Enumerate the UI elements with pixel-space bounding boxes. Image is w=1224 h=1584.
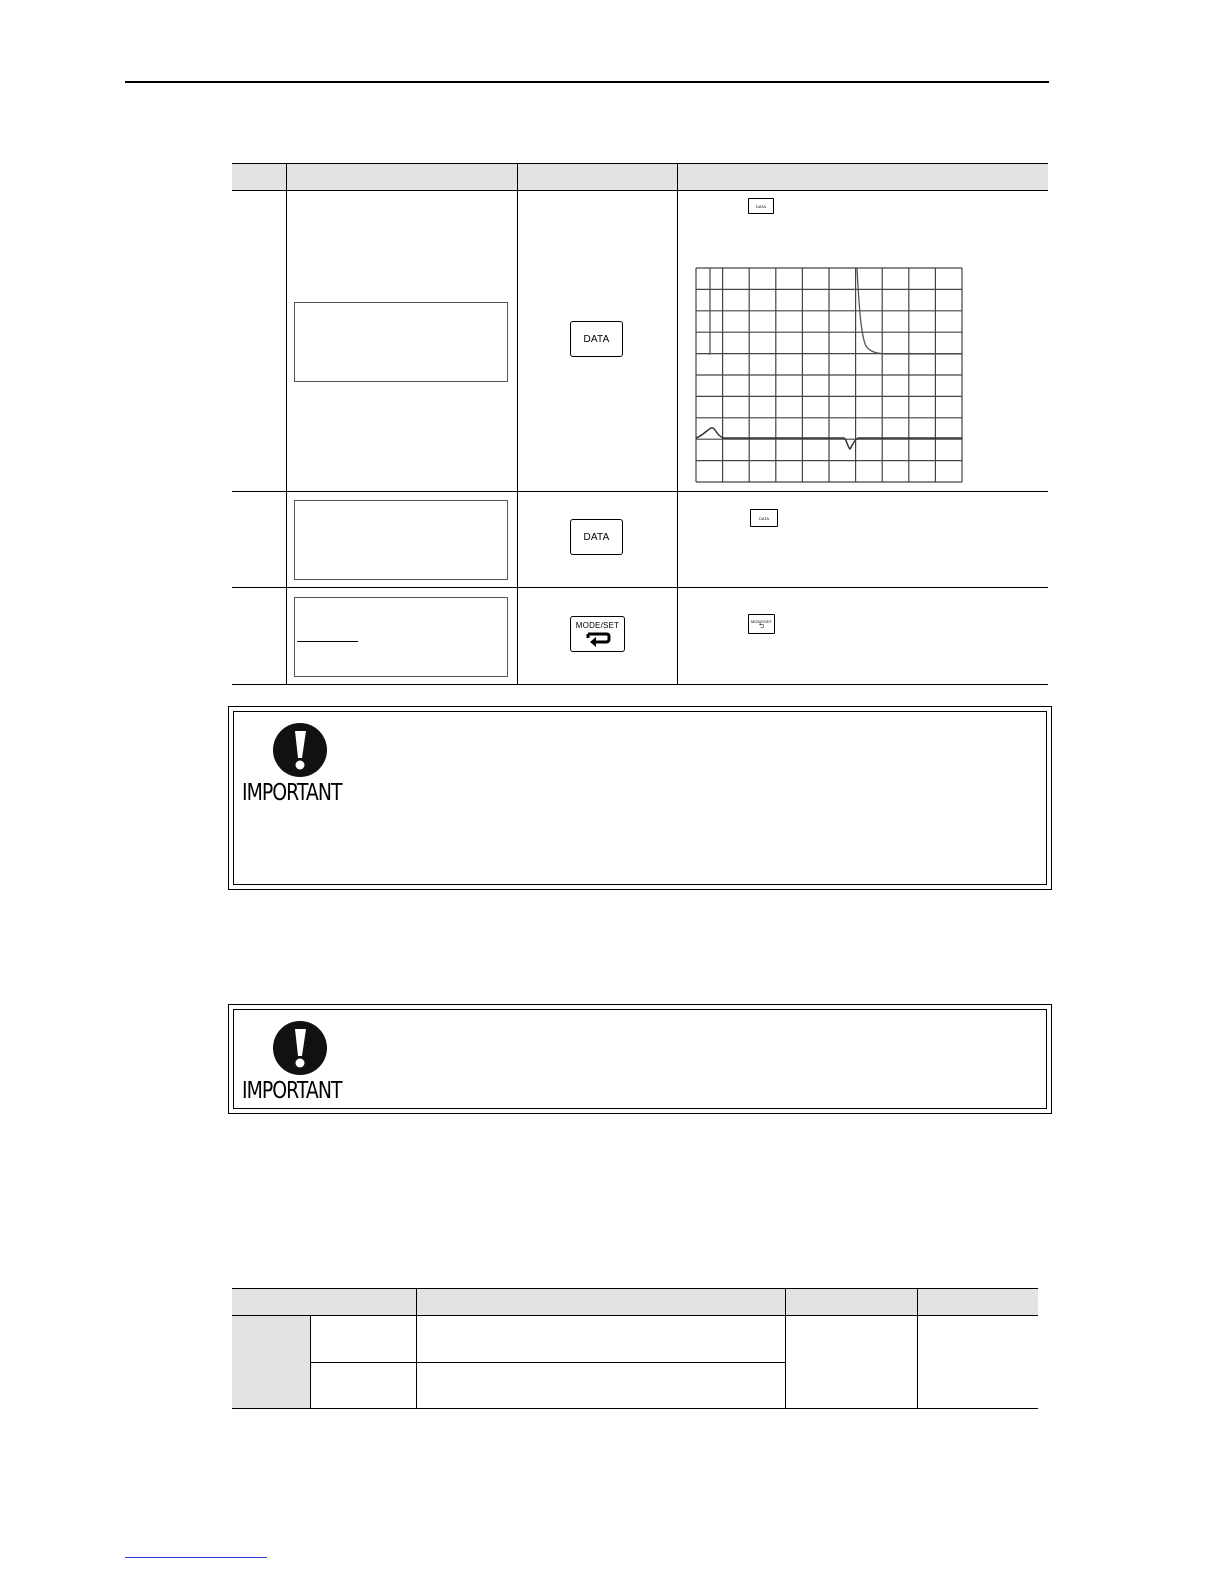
important-notice-box <box>228 706 1052 890</box>
display-underline <box>297 641 358 642</box>
step-table-row-divider <box>232 491 1048 492</box>
data-key-label: DATA <box>583 531 610 543</box>
param-table-col-divider <box>785 1288 786 1409</box>
data-key-button[interactable] <box>570 519 623 555</box>
important-notice-box <box>228 1004 1052 1114</box>
response-waveform-graph <box>694 266 964 484</box>
graph-grid <box>696 268 962 482</box>
exclamation-icon <box>273 723 327 777</box>
return-arrow-icon <box>585 631 611 647</box>
step-table-col-divider <box>677 163 678 685</box>
param-table-col-divider <box>416 1288 417 1409</box>
important-label: IMPORTANT <box>242 780 342 806</box>
footer-link-underline[interactable] <box>125 1557 267 1558</box>
mode-set-key-button[interactable] <box>570 616 625 652</box>
mode-set-key-label: MODE/SET <box>575 621 620 630</box>
display-panel <box>294 500 508 580</box>
step-table-header-border <box>232 190 1048 191</box>
param-table-col-divider <box>917 1288 918 1409</box>
important-label: IMPORTANT <box>242 1078 342 1104</box>
exclamation-icon <box>273 1021 327 1075</box>
param-table-group-cell <box>232 1316 310 1409</box>
display-panel <box>294 597 508 677</box>
display-panel <box>294 302 508 382</box>
inline-mode-set-key-icon: MODE/SET ⮌ <box>748 614 775 634</box>
header-rule <box>125 81 1049 83</box>
step-table-top-border <box>232 163 1048 164</box>
step-table-col-divider <box>517 163 518 685</box>
inline-data-key-icon: DATA <box>750 509 778 527</box>
important-notice-inner-border <box>233 711 1047 885</box>
inline-data-key-icon: DATA <box>748 198 774 214</box>
step-table-row-divider <box>232 587 1048 588</box>
step-table-col-divider <box>286 163 287 685</box>
important-notice-inner-border <box>233 1009 1047 1109</box>
data-key-button[interactable] <box>570 321 623 357</box>
step-table-header <box>232 163 1048 191</box>
param-table-row-divider <box>310 1362 786 1363</box>
param-table-col-divider <box>310 1316 311 1409</box>
data-key-label: DATA <box>583 333 610 345</box>
step-table-bottom-border <box>232 684 1048 685</box>
